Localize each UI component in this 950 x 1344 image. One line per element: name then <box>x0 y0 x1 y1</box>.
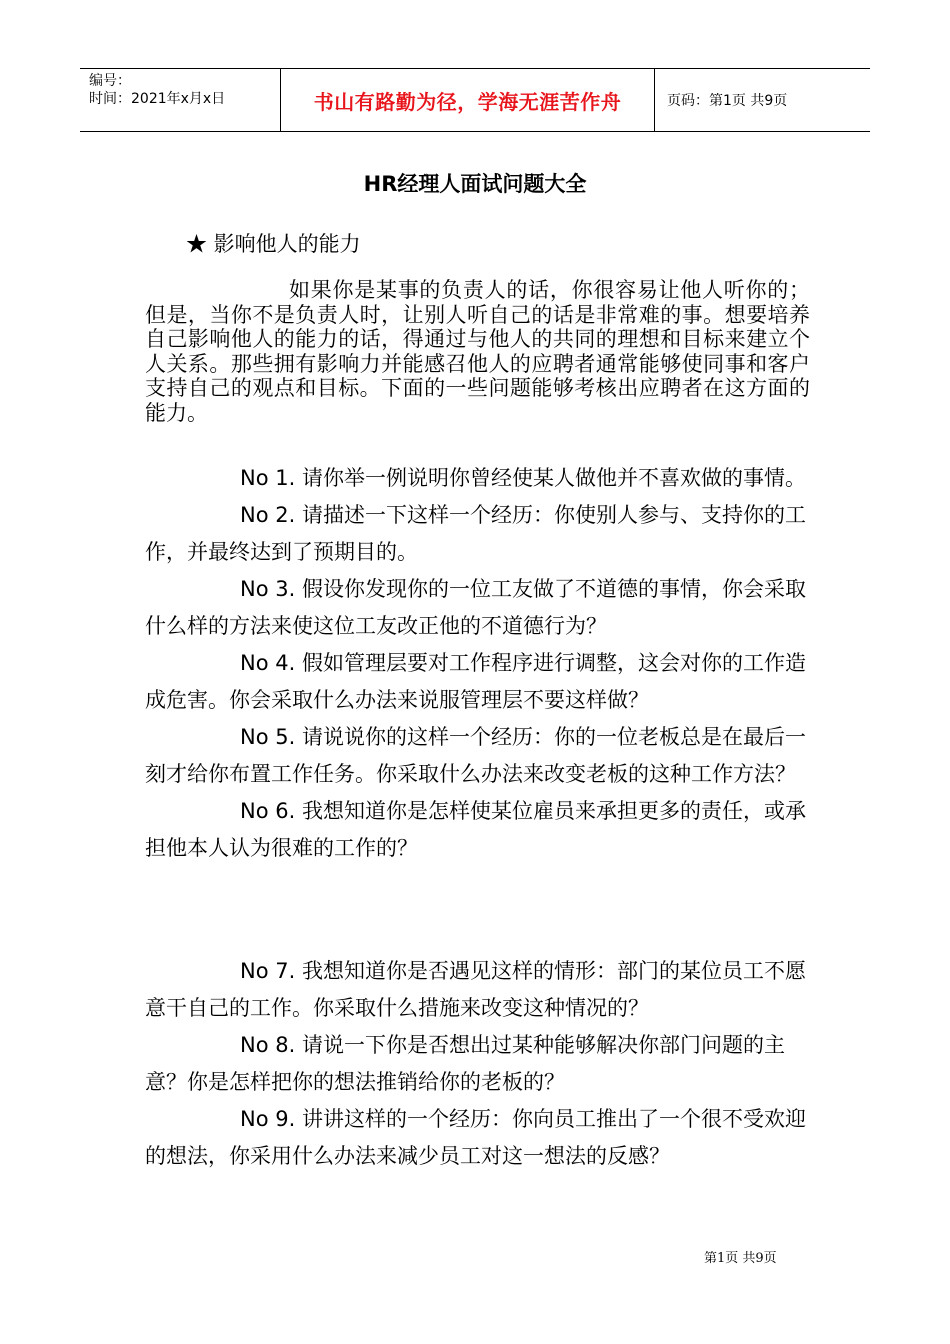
page-footer: 第1页 共9页 <box>704 1251 777 1266</box>
page-header <box>80 68 870 132</box>
header-page-number: 页码：第1页 共9页 <box>667 93 788 109</box>
date-text: 时间：2021年x月x日 <box>89 91 226 107</box>
question-number: No 8. <box>240 1033 296 1057</box>
question-number: No 6. <box>240 799 296 823</box>
question-text: 假如管理层要对工作程序进行调整，这会对你的工作造成危害。你会采取什么办法来说服管理层不要这样做？ <box>145 651 806 712</box>
question-number: No 1. <box>240 466 296 490</box>
question-item <box>145 460 810 497</box>
question-item <box>145 719 810 793</box>
question-number: No 7. <box>240 959 296 983</box>
question-item <box>145 497 810 571</box>
question-text: 请你举一例说明你曾经使某人做他并不喜欢做的事情。 <box>295 466 806 490</box>
question-text: 讲讲这样的一个经历：你向员工推出了一个很不受欢迎的想法，你采用什么办法来减少员工对这一想法的反感？ <box>145 1107 806 1168</box>
question-item <box>145 1027 810 1101</box>
question-text: 请说一下你是否想出过某种能够解决你部门问题的主意？你是怎样把你的想法推销给你的老板的？ <box>145 1033 785 1094</box>
question-item <box>145 571 810 645</box>
question-number: No 2. <box>240 503 296 527</box>
question-list <box>145 460 810 1175</box>
header-meta <box>80 69 281 131</box>
question-item <box>145 793 810 867</box>
question-number: No 9. <box>240 1107 296 1131</box>
question-text: 我想知道你是怎样使某位雇员来承担更多的责任，或承担他本人认为很难的工作的？ <box>145 799 806 860</box>
question-text: 我想知道你是否遇见这样的情形：部门的某位员工不愿意干自己的工作。你采取什么措施来改变这种情况的？ <box>145 959 806 1020</box>
question-item <box>145 953 810 1027</box>
question-item <box>145 1101 810 1175</box>
intro-paragraph: 如果你是某事的负责人的话，你很容易让他人听你的；但是，当你不是负责人时，让别人听自己的话是非常难的事。想要培养自己影响他人的能力的话，得通过与他人的共同的理想和目标来建立个人关系。那些拥有影响力并能感召他人的应聘者通常能够使同事和客户支持自己的观点和目标。下面的一些问题能够考核出应聘者在这方面的能力。 <box>145 278 810 425</box>
question-text: 请描述一下这样一个经历：你使别人参与、支持你的工作，并最终达到了预期目的。 <box>145 503 806 564</box>
question-text: 请说说你的这样一个经历：你的一位老板总是在最后一刻才给你布置工作任务。你采取什么办法来改变老板的这种工作方法？ <box>145 725 806 786</box>
header-motto: 书山有路勤为径，学海无涯苦作舟 <box>281 69 655 131</box>
question-number: No 5. <box>240 725 296 749</box>
question-number: No 3. <box>240 577 296 601</box>
section-heading: ★ 影响他人的能力 <box>186 232 361 256</box>
question-number: No 4. <box>240 651 296 675</box>
document-title: HR经理人面试问题大全 <box>363 172 587 196</box>
code-label: 编号： <box>89 73 131 89</box>
question-item <box>145 645 810 719</box>
question-text: 假设你发现你的一位工友做了不道德的事情，你会采取什么样的方法来使这位工友改正他的不道德行为？ <box>145 577 806 638</box>
